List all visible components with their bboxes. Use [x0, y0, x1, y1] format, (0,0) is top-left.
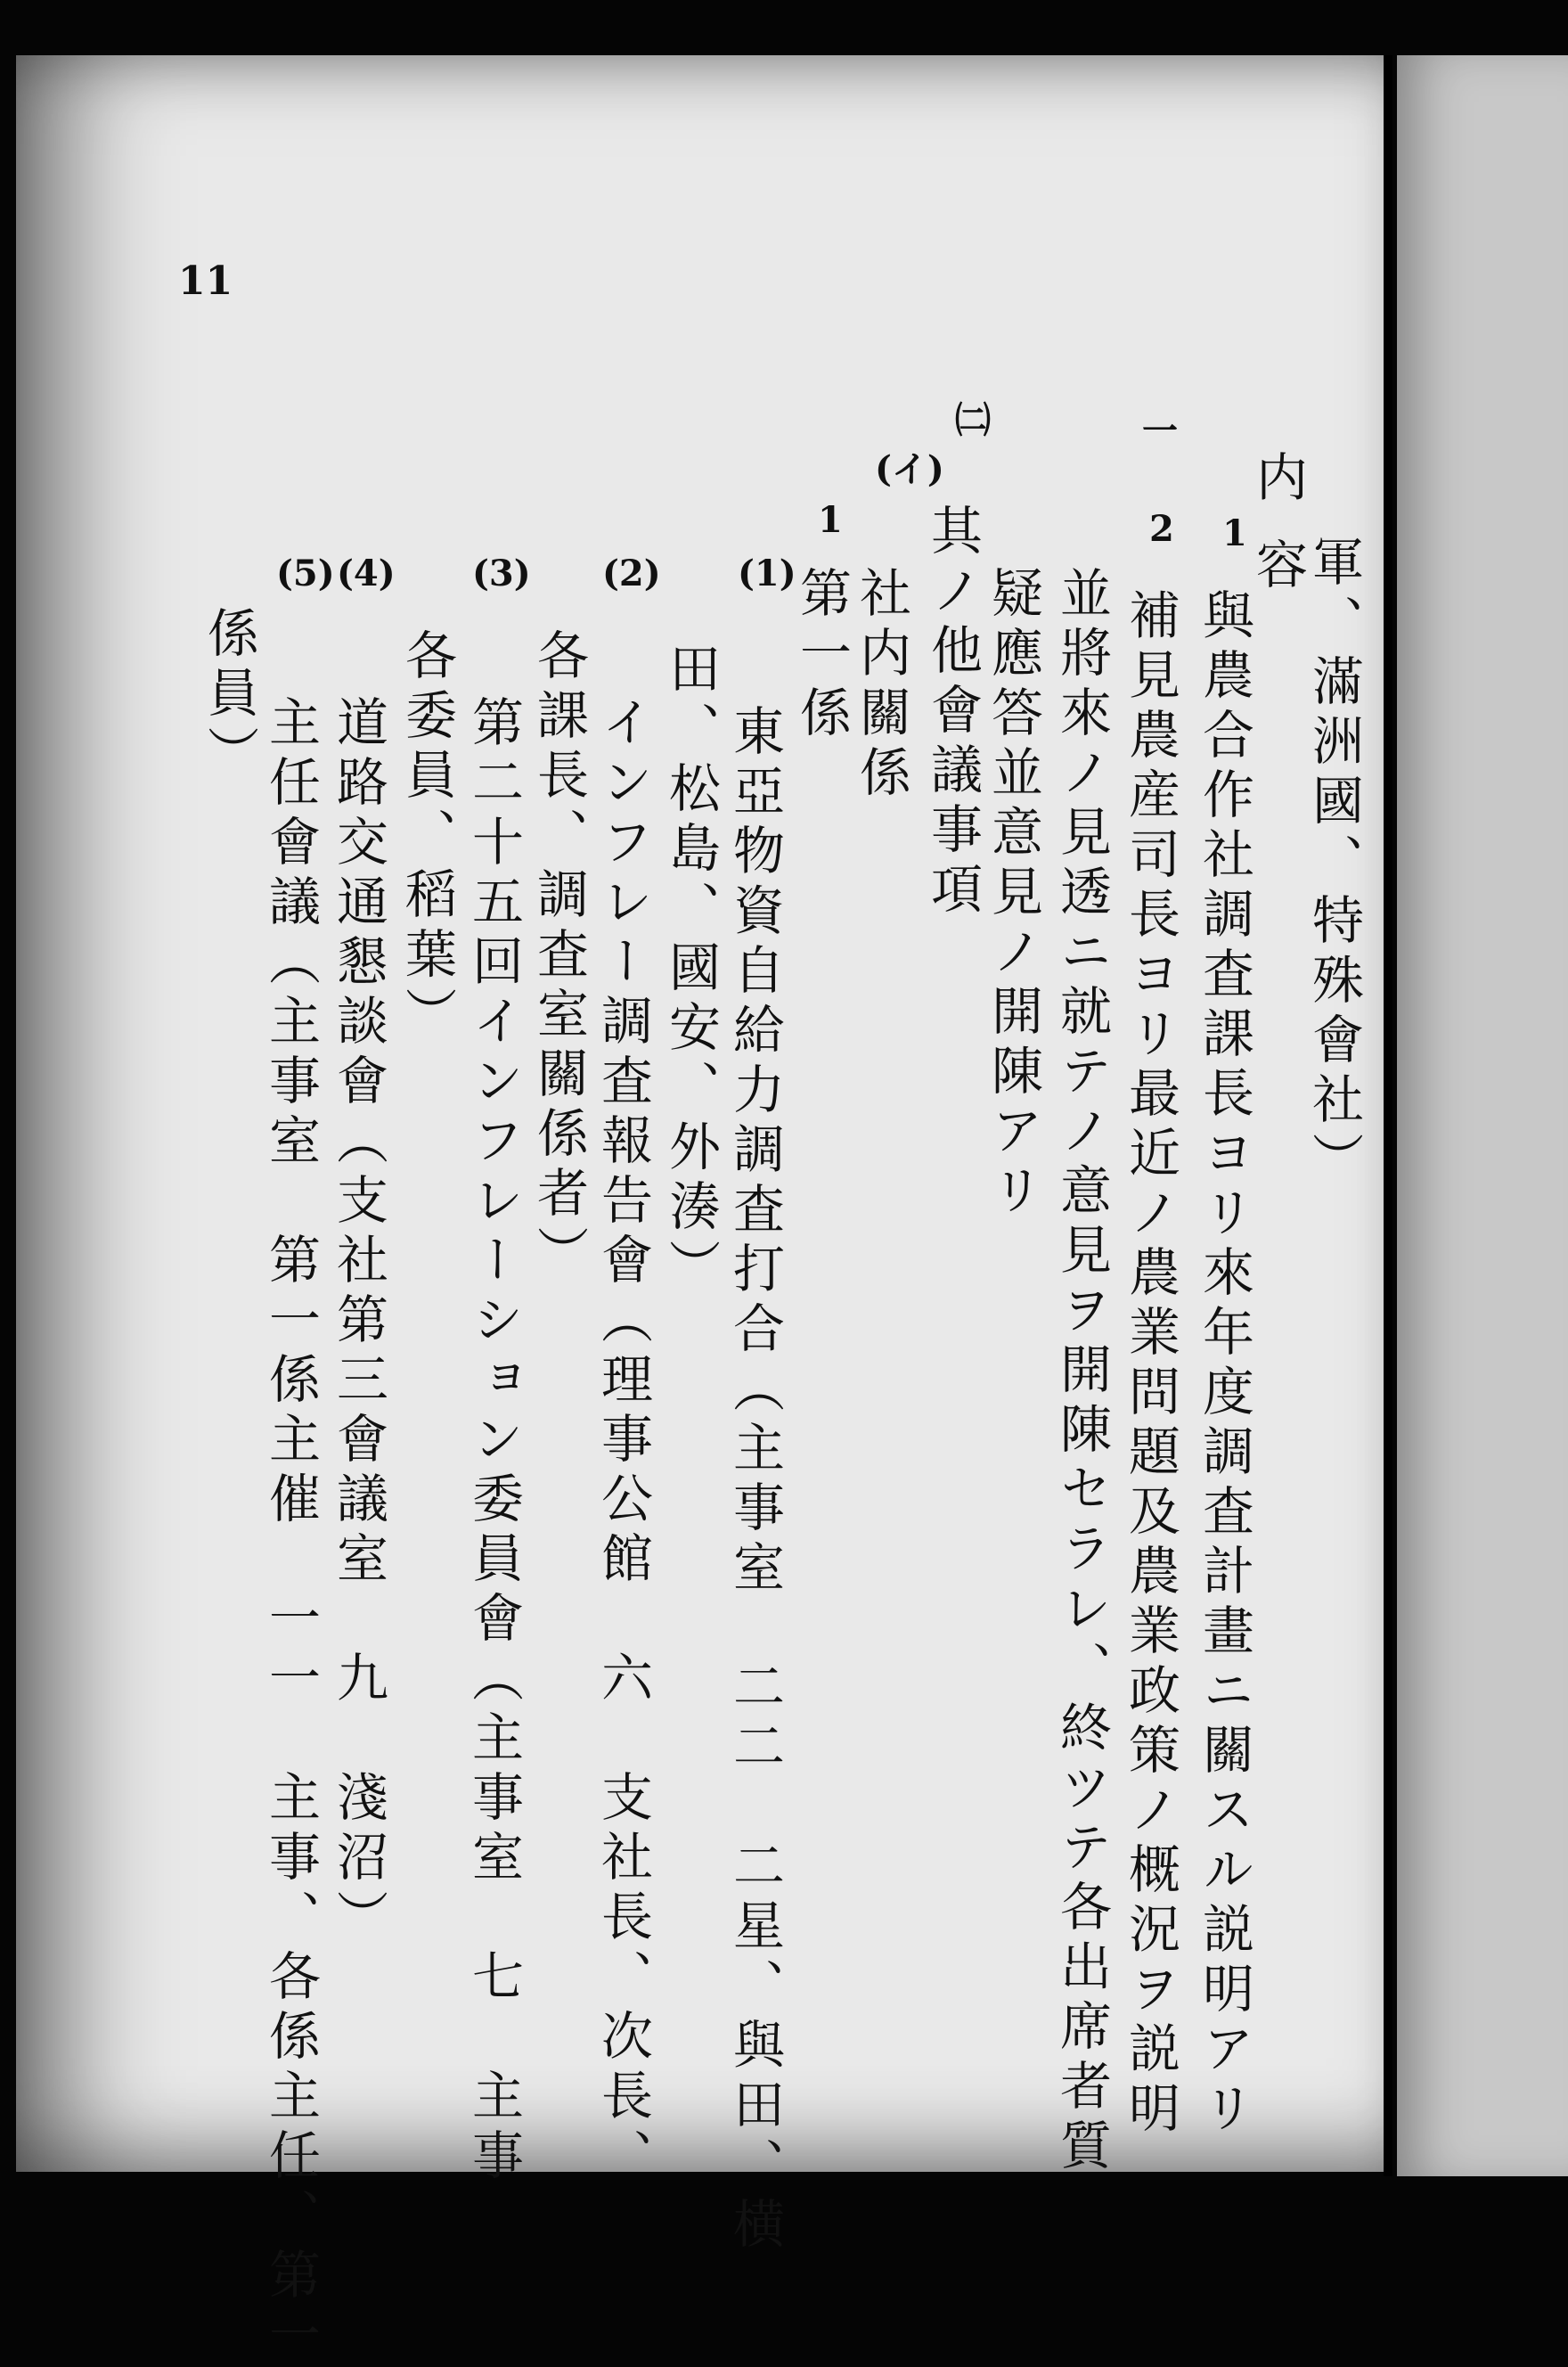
- subsection-marker-2: ㈡: [955, 399, 991, 441]
- section-marker-1: 一: [1142, 410, 1178, 452]
- column-4: 並將來ノ見透ニ就テノ意見ヲ開陳セラレ、終ツテ各出席者質: [1051, 566, 1112, 2178]
- column-12: 各課長、調査室關係者）: [528, 628, 589, 1285]
- column-7: 社内關係: [851, 566, 911, 805]
- column-17: 係員）: [199, 606, 259, 785]
- column-6: 其ノ他會議事項: [922, 504, 983, 921]
- column-8: 第一係: [791, 566, 852, 745]
- item-marker-(5): (5): [276, 553, 335, 594]
- column-1: 軍、滿洲國、特殊會社）: [1303, 535, 1364, 1192]
- item-marker-(1): (1): [738, 553, 796, 594]
- column-14: 各委員、稻葉）: [396, 628, 457, 1046]
- adjacent-page-edge: [1397, 55, 1568, 2176]
- item-marker-(2): (2): [602, 553, 661, 594]
- section-heading: 内容: [1247, 450, 1308, 625]
- column-13: 第二十五回インフレーション委員會（主事室 七 主事: [463, 695, 524, 2188]
- column-16: 主任會議（主事室 第一係主催 一一 主事、各係主任、第一: [260, 695, 321, 2367]
- item-marker-1: 1: [1222, 512, 1247, 554]
- column-5: 疑應答並意見ノ開陳アリ: [983, 566, 1043, 1223]
- page-number: 11: [178, 258, 233, 304]
- column-11: インフレー調査報告會（理事公館 六 支社長、次長、: [592, 695, 653, 2188]
- item-marker-(4): (4): [337, 553, 396, 594]
- column-3: 補見農産司長ヨリ最近ノ農業問題及農業政策ノ概況ヲ説明: [1120, 588, 1180, 2141]
- column-15: 道路交通懇談會（支社第三會議室 九 淺沼）: [328, 695, 388, 1949]
- item-marker-2: 2: [1149, 508, 1174, 550]
- item-marker-first-section: 1: [818, 499, 843, 541]
- column-10: 田、松島、國安、外湊）: [660, 642, 721, 1298]
- subsection-marker-i: (イ): [875, 448, 944, 490]
- binding-gutter: [1384, 55, 1392, 2176]
- item-marker-(3): (3): [472, 553, 531, 594]
- column-2: 與農合作社調査課長ヨリ來年度調査計畫ニ關スル説明アリ: [1194, 588, 1254, 2141]
- column-9: 東亞物資自給力調査打合（主事室 二二 二星、與田、横: [724, 704, 785, 2256]
